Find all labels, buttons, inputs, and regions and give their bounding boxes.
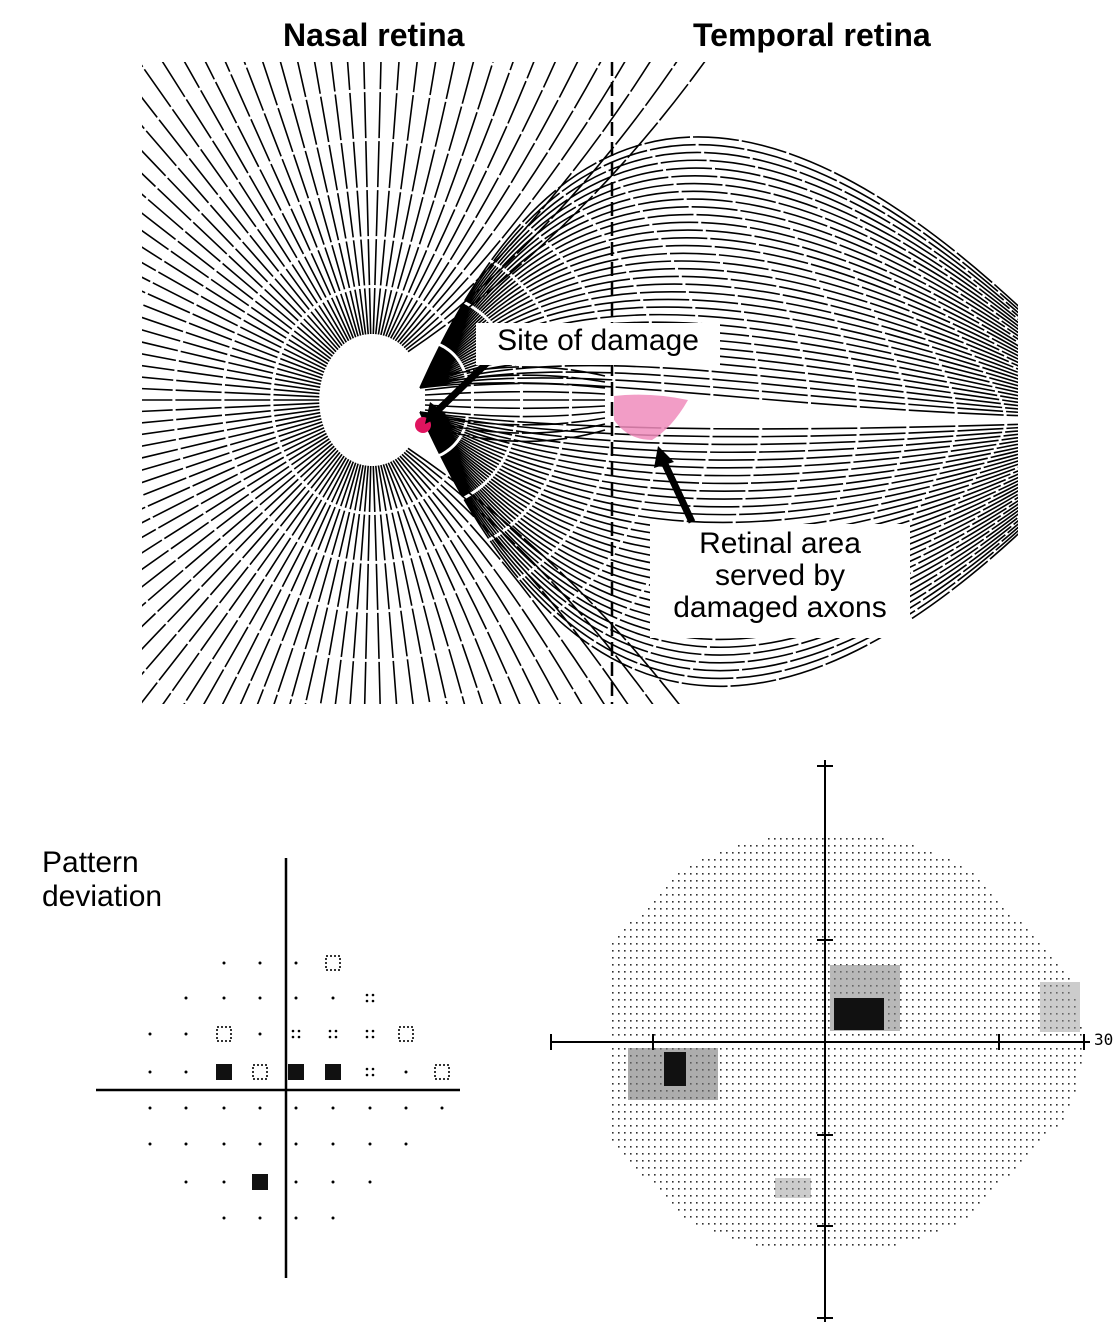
pd-black-square [325, 1064, 341, 1080]
inferior-patch-gray [775, 1178, 811, 1198]
superior-defect-black [834, 998, 884, 1030]
grayscale-visual-field-plot [550, 760, 1090, 1322]
pd-dot-symbol [185, 1181, 188, 1184]
pd-dot-symbol [405, 1071, 408, 1074]
pd-dot-symbol [369, 1107, 372, 1110]
pd-four-dot-symbol [372, 1068, 375, 1071]
pd-dot-symbol [259, 962, 262, 965]
pd-dot-symbol [259, 1033, 262, 1036]
retinal-area-label-line: served by [714, 559, 846, 592]
pd-dot-symbol [259, 1217, 262, 1220]
pd-four-dot-symbol [292, 1036, 295, 1039]
eccentricity-label: 30 [1094, 1030, 1114, 1049]
pd-dot-symbol [259, 997, 262, 1000]
pd-four-dot-symbol [366, 1036, 369, 1039]
pattern-deviation-label-line: deviation [42, 880, 163, 913]
retinal-area-label-line: Retinal area [699, 527, 861, 560]
pd-dot-symbol [295, 1181, 298, 1184]
pd-black-square [288, 1064, 304, 1080]
pd-dot-symbol [223, 1107, 226, 1110]
pd-four-dot-symbol [366, 1000, 369, 1003]
pd-dot-symbol [223, 1181, 226, 1184]
blind-spot-black [664, 1052, 686, 1086]
pd-dot-symbol [295, 962, 298, 965]
pd-four-dot-symbol [366, 994, 369, 997]
pd-dot-symbol [332, 1107, 335, 1110]
pd-dot-symbol [259, 1143, 262, 1146]
pd-hatched-symbol [253, 1065, 267, 1079]
pd-four-dot-symbol [372, 1000, 375, 1003]
pd-four-dot-symbol [366, 1030, 369, 1033]
pd-four-dot-symbol [366, 1074, 369, 1077]
pd-dot-symbol [405, 1143, 408, 1146]
pd-hatched-symbol [399, 1027, 413, 1041]
pd-dot-symbol [185, 997, 188, 1000]
pd-four-dot-symbol [372, 1074, 375, 1077]
pd-dot-symbol [223, 962, 226, 965]
pd-dot-symbol [295, 1143, 298, 1146]
pd-dot-symbol [295, 1107, 298, 1110]
pd-dot-symbol [369, 1181, 372, 1184]
pd-hatched-symbol [217, 1027, 231, 1041]
pd-dot-symbol [149, 1107, 152, 1110]
pd-dot-symbol [295, 997, 298, 1000]
pd-dot-symbol [149, 1143, 152, 1146]
pd-four-dot-symbol [329, 1036, 332, 1039]
pd-dot-symbol [185, 1107, 188, 1110]
pd-four-dot-symbol [372, 994, 375, 997]
pd-dot-symbol [332, 1143, 335, 1146]
nasal-retina-heading: Nasal retina [283, 17, 465, 53]
pd-dot-symbol [369, 1143, 372, 1146]
pd-dot-symbol [223, 997, 226, 1000]
pd-four-dot-symbol [372, 1036, 375, 1039]
pd-dot-symbol [149, 1033, 152, 1036]
pd-four-dot-symbol [335, 1030, 338, 1033]
pd-dot-symbol [332, 997, 335, 1000]
pd-hatched-symbol [435, 1065, 449, 1079]
pd-four-dot-symbol [366, 1068, 369, 1071]
pd-four-dot-symbol [335, 1036, 338, 1039]
pattern-deviation-label-line: Pattern [42, 846, 139, 879]
pd-black-square [252, 1174, 268, 1190]
pd-dot-symbol [332, 1217, 335, 1220]
pd-dot-symbol [185, 1071, 188, 1074]
pd-four-dot-symbol [372, 1030, 375, 1033]
nasal-step-gray [1040, 982, 1080, 1032]
pd-dot-symbol [295, 1217, 298, 1220]
pd-dot-symbol [259, 1107, 262, 1110]
pd-dot-symbol [441, 1107, 444, 1110]
pd-dot-symbol [332, 1181, 335, 1184]
retinal-area-label-line: damaged axons [673, 591, 887, 624]
pd-four-dot-symbol [298, 1036, 301, 1039]
pd-hatched-symbol [326, 956, 340, 970]
temporal-retina-heading: Temporal retina [693, 17, 931, 53]
pattern-deviation-plot [96, 858, 460, 1278]
grayscale-defect-patches [628, 965, 1080, 1198]
pd-dot-symbol [223, 1143, 226, 1146]
pattern-deviation-symbols [149, 956, 450, 1220]
pd-four-dot-symbol [298, 1030, 301, 1033]
pd-black-square [216, 1064, 232, 1080]
pd-four-dot-symbol [329, 1030, 332, 1033]
pd-dot-symbol [223, 1217, 226, 1220]
pd-dot-symbol [149, 1071, 152, 1074]
pd-dot-symbol [185, 1033, 188, 1036]
pd-dot-symbol [185, 1143, 188, 1146]
pd-four-dot-symbol [292, 1030, 295, 1033]
pd-dot-symbol [405, 1107, 408, 1110]
site-of-damage-label: Site of damage [476, 323, 720, 365]
